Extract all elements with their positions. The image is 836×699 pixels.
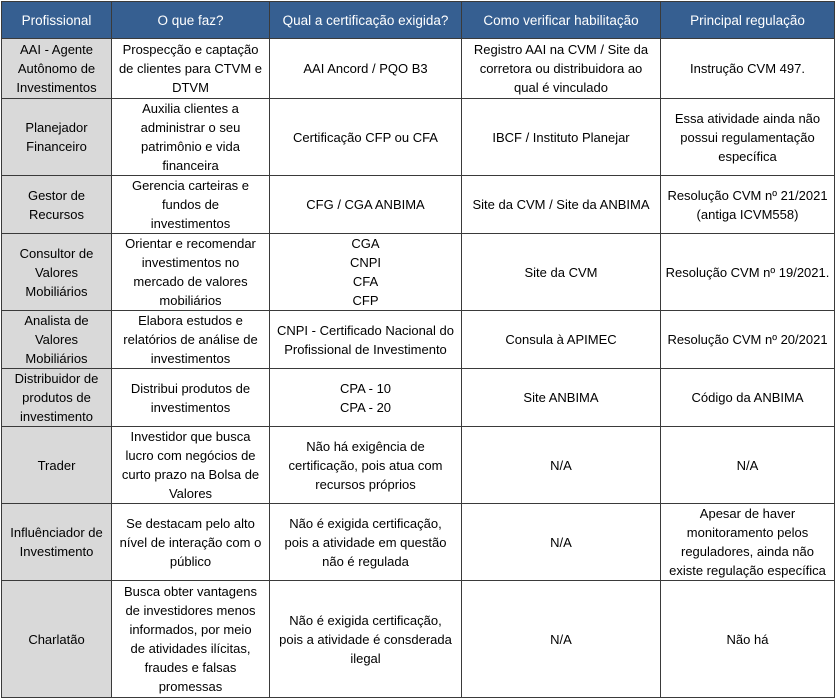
o-que-faz-cell: Auxilia clientes a administrar o seu patrimônio e vida financeira xyxy=(112,99,270,176)
profissional-cell: Distribuidor de produtos de investimento xyxy=(2,369,112,427)
verificar-cell: IBCF / Instituto Planejar xyxy=(462,99,661,176)
verificar-cell: N/A xyxy=(462,504,661,581)
header-profissional: Profissional xyxy=(2,2,112,39)
table-row xyxy=(2,311,835,369)
o-que-faz-cell: Gerencia carteiras e fundos de investimentos xyxy=(112,176,270,234)
certificacao-cell: CFG / CGA ANBIMA xyxy=(270,176,462,234)
regulacao-cell: Não há xyxy=(661,581,835,698)
verificar-cell: Site da CVM / Site da ANBIMA xyxy=(462,176,661,234)
table-row xyxy=(2,427,835,504)
profissional-cell: Planejador Financeiro xyxy=(2,99,112,176)
regulacao-cell: Resolução CVM nº 20/2021 xyxy=(661,311,835,369)
verificar-cell: N/A xyxy=(462,427,661,504)
certificacao-cell: Não é exigida certificação, pois a atividade é consderada ilegal xyxy=(270,581,462,698)
regulacao-cell: Apesar de haver monitoramento pelos reguladores, ainda não existe regulação específica xyxy=(661,504,835,581)
verificar-cell: N/A xyxy=(462,581,661,698)
o-que-faz-cell: Prospecção e captação de clientes para CTVM e DTVM xyxy=(112,39,270,99)
regulacao-cell: Resolução CVM nº 21/2021 (antiga ICVM558) xyxy=(661,176,835,234)
certificacao-cell: CGA CNPI CFA CFP xyxy=(270,234,462,311)
verificar-cell: Consula à APIMEC xyxy=(462,311,661,369)
certificacao-cell: Não há exigência de certificação, pois atua com recursos próprios xyxy=(270,427,462,504)
header-regulacao: Principal regulação xyxy=(661,2,835,39)
profissional-cell: Analista de Valores Mobiliários xyxy=(2,311,112,369)
table-row xyxy=(2,504,835,581)
regulacao-cell: Resolução CVM nº 19/2021. xyxy=(661,234,835,311)
o-que-faz-cell: Elabora estudos e relatórios de análise de investimentos xyxy=(112,311,270,369)
verificar-cell: Registro AAI na CVM / Site da corretora ou distribuidora ao qual é vinculado xyxy=(462,39,661,99)
table-row xyxy=(2,39,835,99)
profissional-cell: Gestor de Recursos xyxy=(2,176,112,234)
table-row xyxy=(2,234,835,311)
verificar-cell: Site da CVM xyxy=(462,234,661,311)
certificacao-cell: CPA - 10 CPA - 20 xyxy=(270,369,462,427)
o-que-faz-cell: Distribui produtos de investimentos xyxy=(112,369,270,427)
table-row xyxy=(2,581,835,698)
profissional-cell: Trader xyxy=(2,427,112,504)
regulacao-cell: Código da ANBIMA xyxy=(661,369,835,427)
table-row xyxy=(2,176,835,234)
certificacao-cell: CNPI - Certificado Nacional do Profissional de Investimento xyxy=(270,311,462,369)
certificacao-cell: AAI Ancord / PQO B3 xyxy=(270,39,462,99)
o-que-faz-cell: Orientar e recomendar investimentos no mercado de valores mobiliários xyxy=(112,234,270,311)
certificacao-cell: Não é exigida certificação, pois a atividade em questão não é regulada xyxy=(270,504,462,581)
verificar-cell: Site ANBIMA xyxy=(462,369,661,427)
regulacao-cell: Essa atividade ainda não possui regulamentação específica xyxy=(661,99,835,176)
o-que-faz-cell: Investidor que busca lucro com negócios de curto prazo na Bolsa de Valores xyxy=(112,427,270,504)
profissional-cell: Charlatão xyxy=(2,581,112,698)
header-certificacao: Qual a certificação exigida? xyxy=(270,2,462,39)
o-que-faz-cell: Busca obter vantagens de investidores menos informados, por meio de atividades ilícitas, fraudes e falsas promessas xyxy=(112,581,270,698)
header-row xyxy=(2,2,835,39)
header-o-que-faz: O que faz? xyxy=(112,2,270,39)
table-row xyxy=(2,369,835,427)
regulacao-cell: Instrução CVM 497. xyxy=(661,39,835,99)
certificacao-cell: Certificação CFP ou CFA xyxy=(270,99,462,176)
profissional-cell: AAI - Agente Autônomo de Investimentos xyxy=(2,39,112,99)
profissional-cell: Influênciador de Investimento xyxy=(2,504,112,581)
table-row xyxy=(2,99,835,176)
professionals-table xyxy=(1,1,835,698)
profissional-cell: Consultor de Valores Mobiliários xyxy=(2,234,112,311)
regulacao-cell: N/A xyxy=(661,427,835,504)
header-verificar: Como verificar habilitação xyxy=(462,2,661,39)
o-que-faz-cell: Se destacam pelo alto nível de interação com o público xyxy=(112,504,270,581)
